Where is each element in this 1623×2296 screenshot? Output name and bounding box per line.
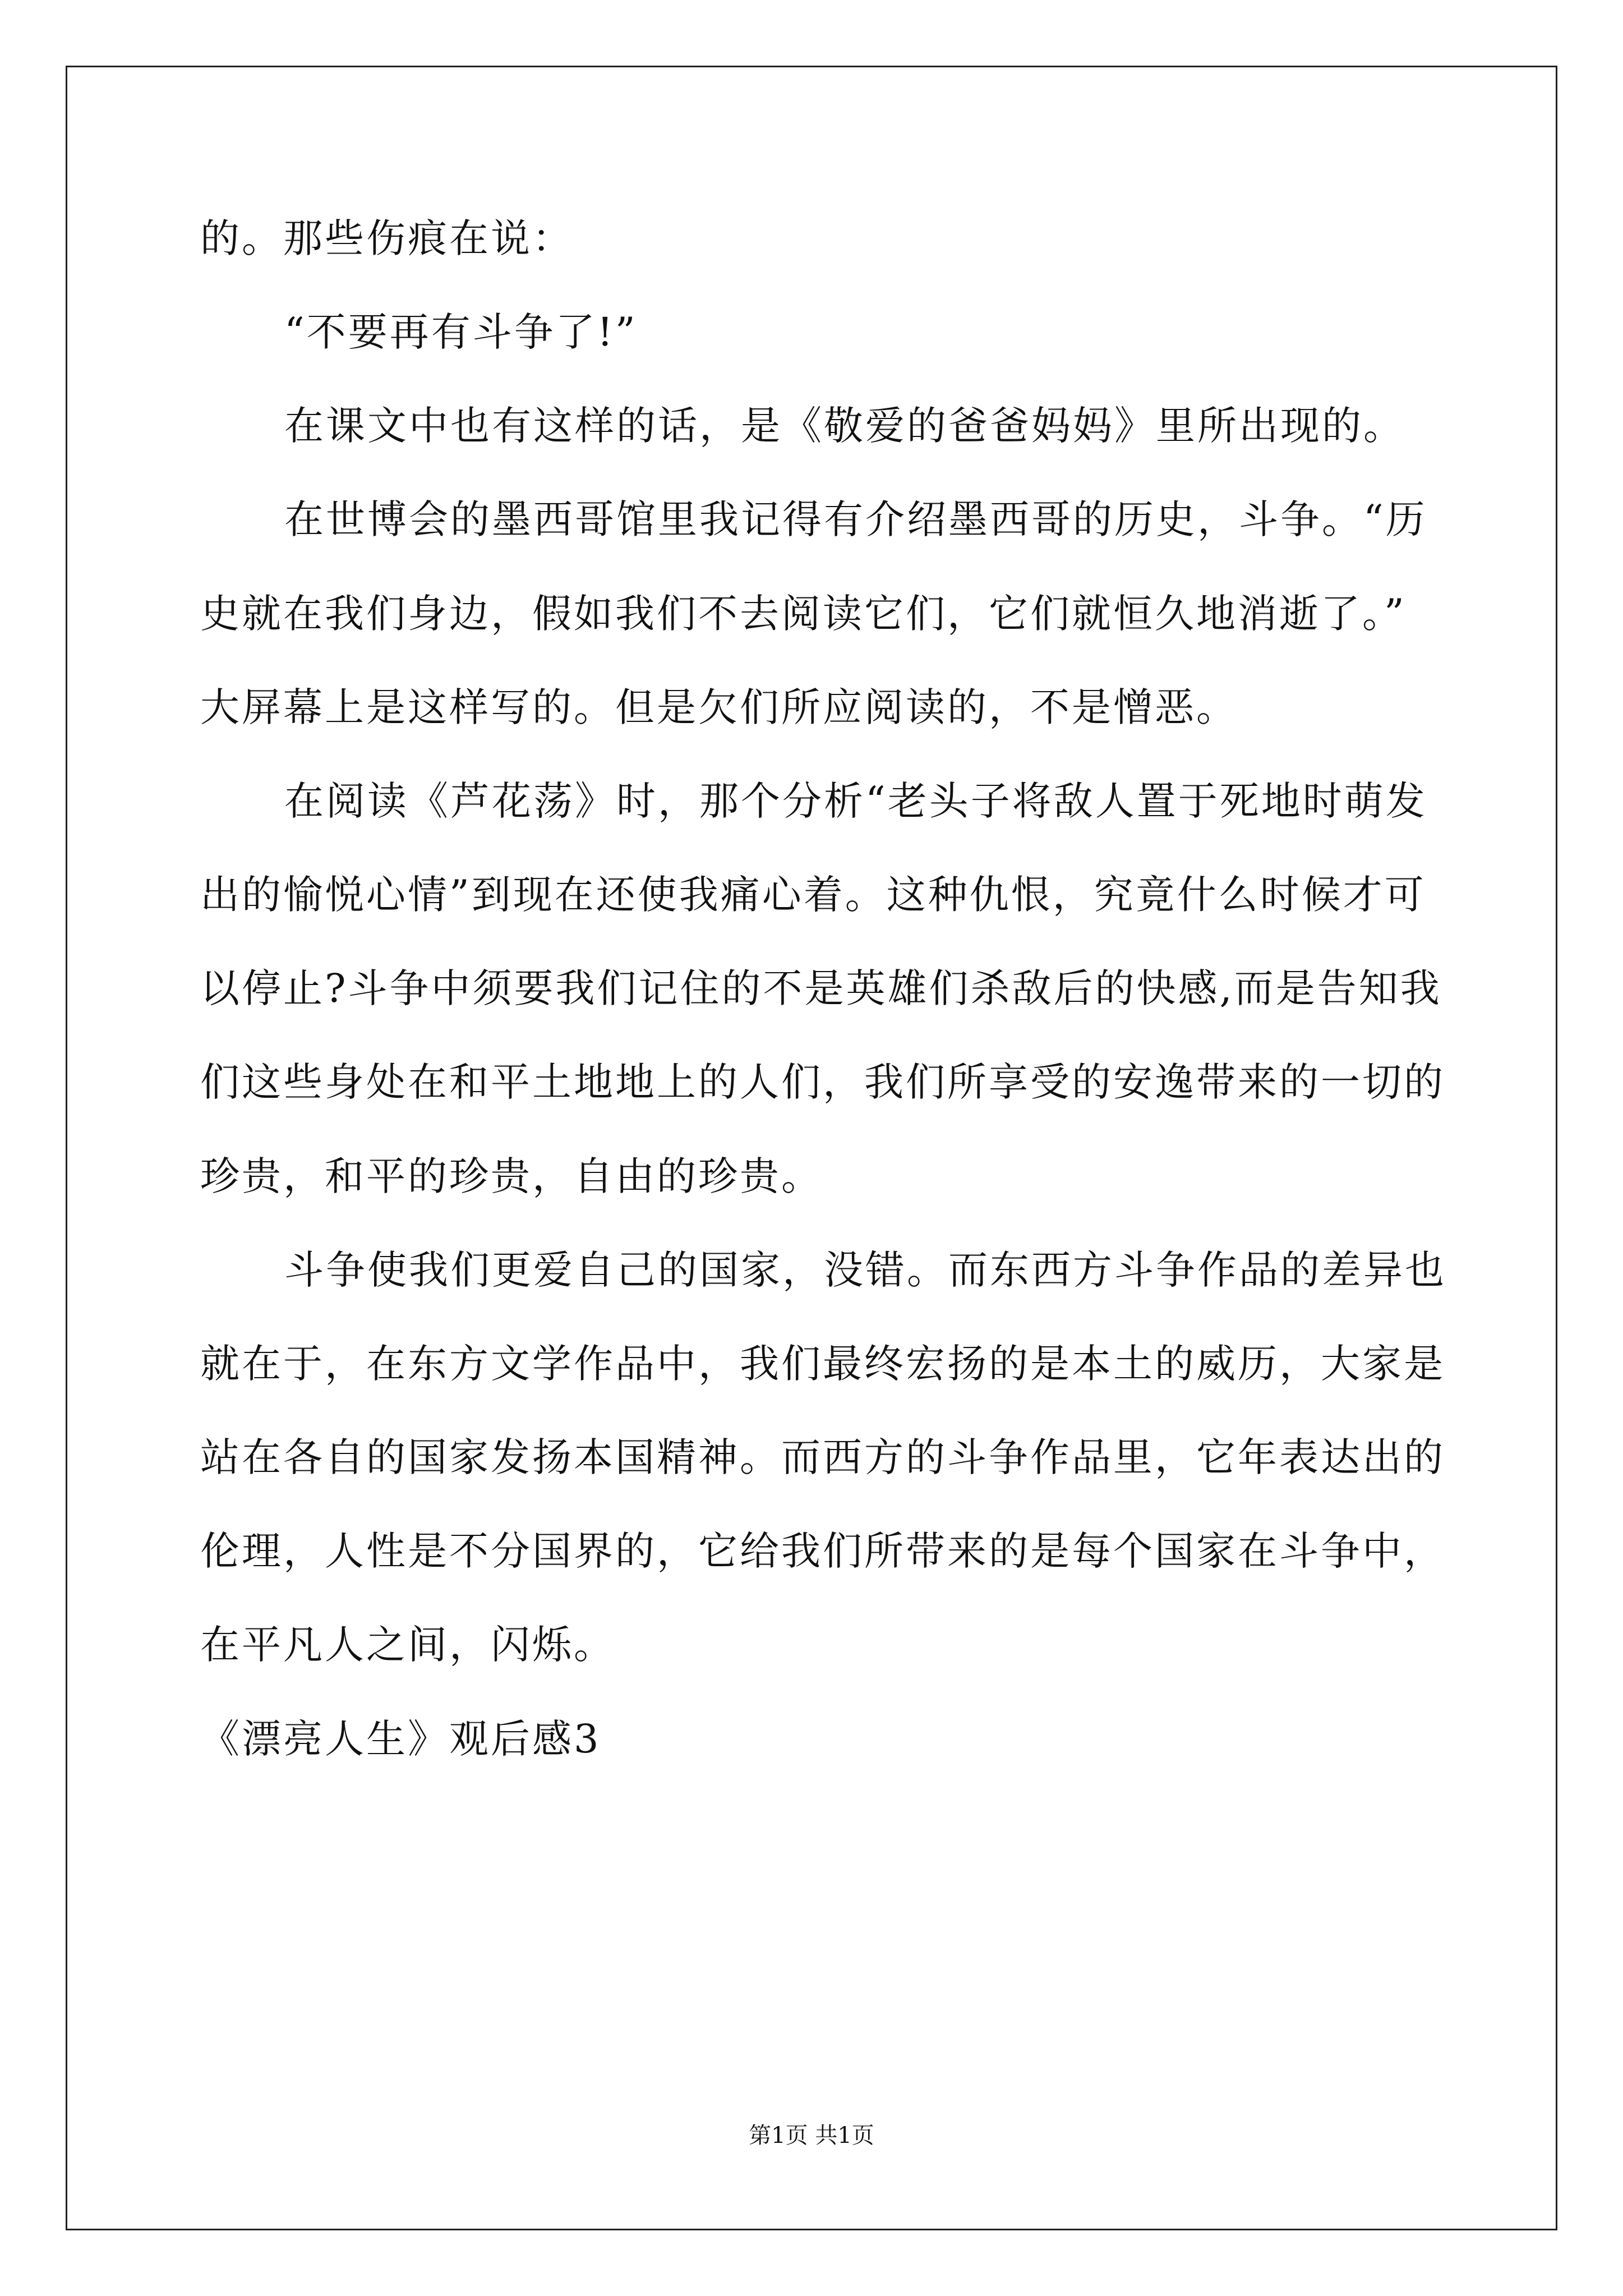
paragraph-line-14: 站在各自的国家发扬本国精神。而西方的斗争作品里，它年表达出的 [200,1434,1445,1480]
paragraph-line-3: 在课文中也有这样的话，是《敬爱的爸爸妈妈》里所出现的。 [284,403,1405,449]
section-heading: 《漂亮人生》观后感3 [200,1716,601,1762]
paragraph-line-7: 在阅读《芦花荡》时，那个分析“老头子将敌人置于死地时萌发 [284,778,1427,824]
page-frame [66,66,1557,2230]
paragraph-line-15: 伦理，人性是不分国界的，它给我们所带来的是每个国家在斗争中， [200,1528,1445,1574]
paragraph-line-1: 的。那些伤痕在说： [200,215,574,261]
paragraph-line-4: 在世博会的墨西哥馆里我记得有介绍墨西哥的历史，斗争。“历 [284,496,1427,542]
paragraph-line-13: 就在于，在东方文学作品中，我们最终宏扬的是本土的威历，大家是 [200,1341,1445,1387]
paragraph-line-10: 们这些身处在和平土地地上的人们，我们所享受的安逸带来的一切的 [200,1059,1445,1105]
paragraph-line-5: 史就在我们身边，假如我们不去阅读它们，它们就恒久地消逝了。” [200,591,1407,637]
paragraph-line-9: 以停止?斗争中须要我们记住的不是英雄们杀敌后的快感,而是告知我 [200,965,1442,1011]
paragraph-line-6: 大屏幕上是这样写的。但是欠们所应阅读的，不是憎恶。 [200,684,1238,730]
paragraph-line-8: 出的愉悦心情”到现在还使我痛心着。这种仇恨，究竟什么时候才可 [200,872,1426,918]
paragraph-line-11: 珍贵，和平的珍贵，自由的珍贵。 [200,1153,823,1199]
paragraph-line-12: 斗争使我们更爱自己的国家，没错。而东西方斗争作品的差异也 [284,1247,1446,1293]
quote-line: “不要再有斗争了!” [284,309,638,355]
page-footer: 第1页 共1页 [749,2123,874,2148]
paragraph-line-16: 在平凡人之间，闪烁。 [200,1622,615,1668]
